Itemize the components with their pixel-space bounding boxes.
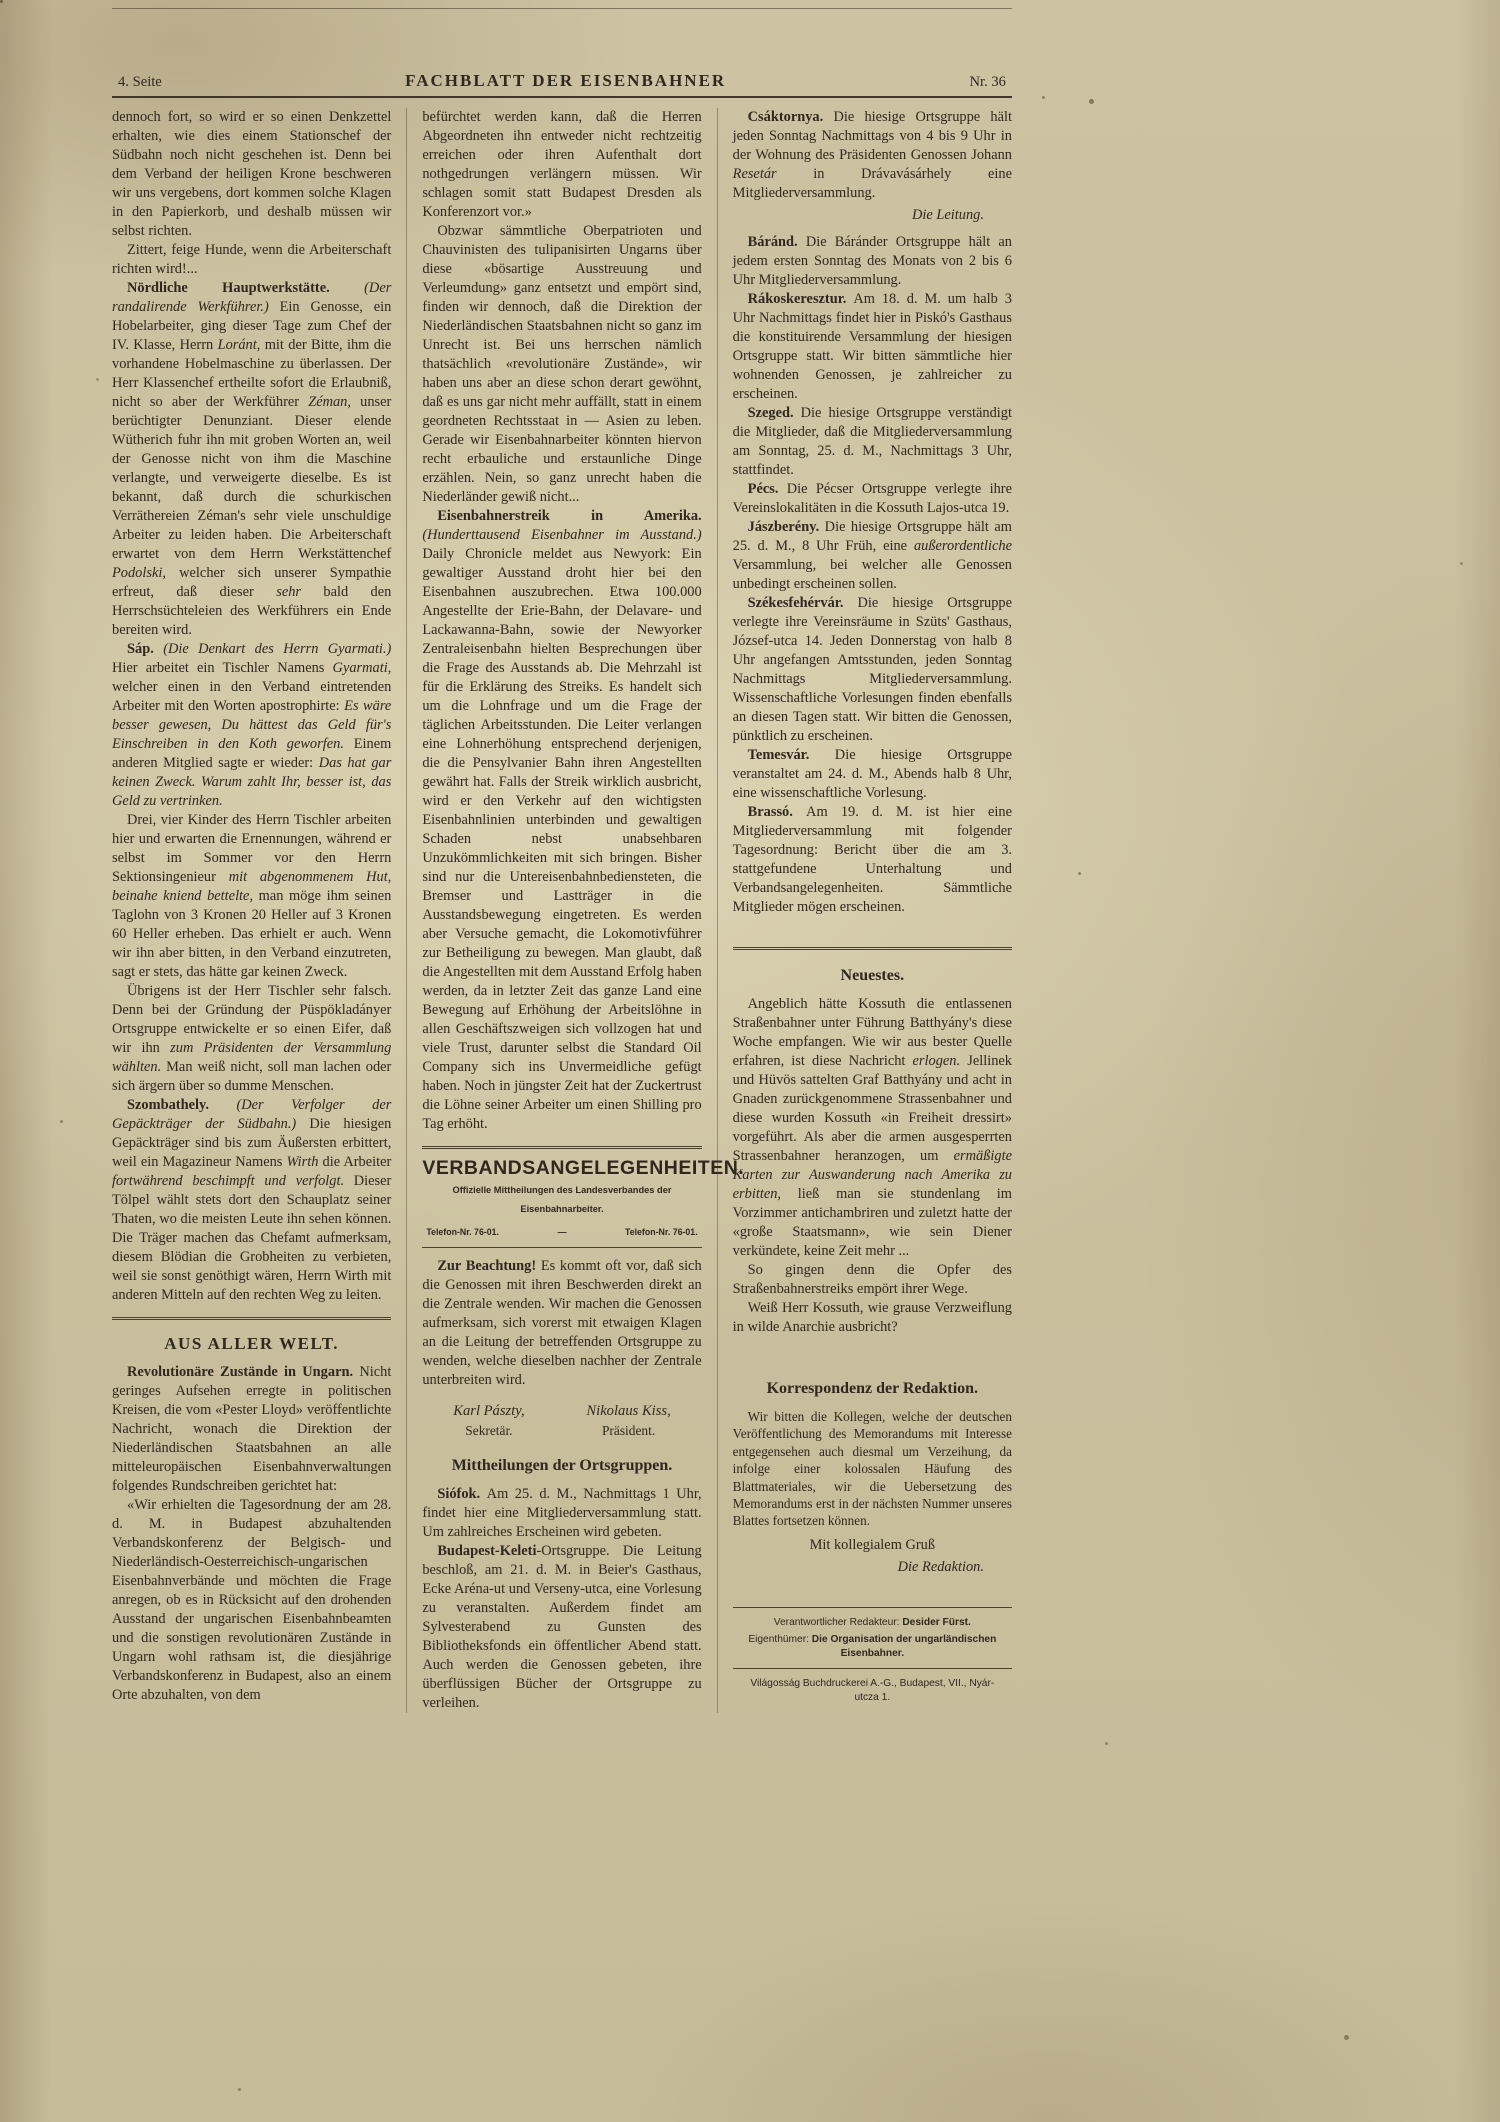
article-eisenbahnerstreik-amerika	[422, 507, 701, 1134]
text-run: Die hiesigen Gepäckträger sind bis zum Äußersten erbittert, weil ein Magazineur Namens	[112, 1116, 392, 1170]
text-run: Daily Chronicle meldet aus Newyork: Ein gewaltiger Ausstand droht hier bei den Eisenbahnen auszubrechen. Etwa 100.000 Angestellte der Erie-Bahn, der Delavare- und Lackawanna-Bahn, sowie der Newyorker Zentraleisenbahn hielten Besprechungen über die Frage des Ausstands ab. Die Mehrzahl ist für die Erklärung des Streiks. Es handelt sich um die Lohnfrage und um die Frage der täglichen Arbeitsstunden. Die Leiter verlangen eine Lohnerhöhung entsprechend derjenigen, die die Pensylvanier Bahn ihren Angestellten gewährt hat. Falls der Streik wirklich ausbricht, wird er den Verkehr auf den wichtigsten Eisenbahnlinien unterbinden und gewaltigen Schaden nebst unabsehbaren Unzukömmlichkeiten mit sich bringen. Bisher sind nur die Untereisenbahnbediensteten, die Bremser und Lastträger in die Ausstandsbewegung eingetreten. Es werden aber Versuche gemacht, die Lokomotivführer zur Betheiligung zu bewegen. Man glaubt, daß die Angestellten mit dem Ausstand Erfolg haben werden, da in letzter Zeit das ganze Land eine Bewegung auf Erhöhung der Arbeitslöhne in allen Geschäftszweigen sich vollzogen hat und viele Trust, darunter selbst die Standard Oil Company sich ins Unvermeidliche gefügt haben. Noch in jüngster Zeit hat der Zuckertrust die Löhne seiner Arbeiter um einen Shilling pro Tag erhöht.	[422, 546, 702, 1132]
section-title-mittheilungen-ortsgruppen: Mittheilungen der Ortsgruppen.	[451, 1457, 673, 1474]
italic-run: Gyarmati	[332, 660, 388, 676]
bold-run: Szeged.	[747, 405, 801, 421]
article-paragraph	[733, 1261, 1012, 1299]
signature-die-redaktion: Die Redaktion.	[897, 1558, 984, 1575]
telephone-number: Telefon-Nr. 76-01.	[426, 1227, 500, 1237]
bold-run: Sáp.	[127, 641, 164, 657]
ink-specks	[0, 0, 3, 3]
section-title-verbandsangelegenheiten: VERBANDSANGELEGENHEITEN.	[422, 1157, 745, 1179]
text-run: Man weiß nicht, soll man lachen oder sich ärgern über so dumme Menschen.	[112, 1059, 392, 1094]
article-paragraph	[422, 108, 701, 222]
bold-run: Desider Fürst.	[902, 1616, 971, 1628]
top-rule	[112, 8, 1012, 9]
notice-jaszbereny	[733, 518, 1012, 594]
text-run: Dieser Tölpel wählt stets dort den Schauplatz seiner Thaten, wo die meisten Leute ihn sehen können. Die Träger machen das Chefamt aufmerksam, diesem Blödian die Grobheiten zu verbieten, weil sie sonst genöthigt wären, Herrn Wirth mit anderen Mitteln auf den rechten Weg zu leiten.	[112, 1173, 392, 1303]
section-subtitle: Offizielle Mittheilungen des Landesverbandes der Eisenbahnarbeiter.	[452, 1185, 672, 1214]
editorial-note	[733, 1408, 1012, 1530]
notice-zur-beachtung	[422, 1257, 701, 1390]
italic-run: Resetár	[732, 166, 777, 182]
signature-role: Präsident.	[601, 1423, 656, 1438]
footer-divider	[733, 1668, 1012, 1669]
bold-run: Brassó.	[747, 804, 807, 820]
closing-greeting: Mit kollegialem Gruß	[809, 1536, 936, 1553]
text-run: «Wir erhielten die Tagesordnung der am 28. d. M. in Budapest abzuhaltenden Verbandskonferenz der Belgisch- und Niederländisch-Oesterreichisch-ungarischen Eisenbahnverbände und möchten die Frage anregen, ob es in Rücksicht auf den drohenden Ausstand der ungarischen Eisenbahnbeamten und die sonstigen revolutionären Zustände in Ungarn wohl rathsam ist, die diesjährige Verbandskonferenz in Budapest, also an einem Orte abzuhalten, von dem	[112, 1497, 392, 1703]
text-run: Drei, vier Kinder des Herrn Tischler arbeiten hier und erwarten die Ernennungen, während er selbst im Sommer vor den Herrn Sektionsingenieur	[112, 812, 392, 885]
notice-brasso	[733, 803, 1012, 917]
section-title-neuestes: Neuestes.	[840, 967, 905, 984]
text-run: Weiß Herr Kossuth, wie grause Verzweiflung in wilde Anarchie ausbricht?	[732, 1300, 1012, 1335]
notice-temesvar	[733, 746, 1012, 803]
text-run: Nicht geringes Aufsehen erregte in politischen Kreisen, die vom «Pester Lloyd» veröffentlichte Nachricht, wonach die Direktion der Niederländischen Staatsbahnen an alle mitteleuropäischen Eisenbahnverwaltungen folgendes Rundschreiben gerichtet hat:	[112, 1364, 392, 1494]
text-run: Eigenthümer:	[748, 1634, 812, 1646]
text-run: -Ortsgruppe. Die Leitung beschloß, am 21. d. M. in Beier's Gasthaus, Ecke Aréna-ut und Verseny-utca, eine Vorlesung zu veranstalten. Außerdem findet am Sylvesterabend zu Gunsten des Bibliotheksfonds ein öffentlicher Abend statt. Auch werden die Genossen gebeten, ihre überflüssigen Bücher der Ortsgruppe zu verleihen.	[422, 1543, 702, 1711]
text-run: dennoch fort, so wird er so einen Denkzettel erhalten, wie dies einem Stationschef der Südbahn noch nicht geschehen ist. Denn bei dem Verband der heiligen Krone beschweren wir uns vergebens, dort kommen solche Klagen in den Papierkorb, und deshalb müssen wir selbst richten.	[112, 109, 392, 239]
bold-run: Jászberény.	[747, 519, 825, 535]
article-paragraph	[112, 1496, 391, 1705]
text-run: Am 18. d. M. um halb 3 Uhr Nachmittags findet hier in Piskó's Gasthaus die konstituirende Versammlung der hiesigen Ortsgruppe statt. Wir bitten sämmtliche hier wohnenden Genossen, je zahlreicher zu erscheinen.	[732, 291, 1012, 402]
text-run: befürchtet werden kann, daß die Herren Abgeordneten ihn entweder nicht rechtzeitig erreichen oder ihren Aufenthalt dort nothgedrungen verlängern müssen. Wir schlagen somit statt Budapest Dresden als Konferenzort vor.»	[422, 109, 702, 220]
text-run: So gingen denn die Opfer des Straßenbahnerstreiks empört ihrer Wege.	[732, 1262, 1012, 1297]
bold-run: Nördliche Hauptwerkstätte.	[127, 280, 365, 296]
bold-run: Die Organisation der ungarländischen Eisenbahner.	[811, 1634, 997, 1659]
printed-area	[112, 8, 1012, 1713]
bold-run: Temesvár.	[747, 747, 835, 763]
page-number: 4. Seite	[118, 74, 162, 90]
footer-divider	[733, 1607, 1012, 1608]
text-run: Die hiesige Ortsgruppe hält jeden Sonntag Nachmittags von 4 bis 9 Uhr in der Wohnung des Präsidenten Genossen Johann	[732, 109, 1012, 163]
article-paragraph	[112, 982, 391, 1096]
article-revolutionaere-zustaende	[112, 1363, 391, 1496]
signature-president	[586, 1402, 670, 1440]
text-run: Die hiesige Ortsgruppe hält am 25. d. M., 8 Uhr Früh, eine	[732, 519, 1012, 554]
section-title-aus-aller-welt: AUS ALLER WELT.	[164, 1334, 340, 1353]
bold-run: Szombathely.	[127, 1097, 237, 1113]
text-run: Die Báránder Ortsgruppe hält an jedem ersten Sonntag des Monats von 2 bis 6 Uhr Mitgliederversammlung.	[732, 234, 1012, 288]
masthead-title: FACHBLATT DER EISENBAHNER	[405, 71, 727, 90]
italic-run: (Hunderttausend Eisenbahner im Ausstand.)	[422, 527, 702, 543]
text-run: , ließ man sie stundenlang im Vorzimmer antichambriren und zuletzt hatte der «große Staatsmann», wie sein Diener verkündete, keine Zeit mehr ...	[732, 1186, 1012, 1259]
text-run: Einem anderen Mitglied sagte er wieder:	[112, 736, 392, 771]
imprint-editor	[743, 1616, 1002, 1630]
italic-run: (Der randalirende Werkführer.)	[112, 280, 392, 315]
text-run: Világosság Buchdruckerei A.-G., Budapest, VII., Nyár-utcza 1.	[750, 1678, 995, 1703]
telephone-number: Telefon-Nr. 76-01.	[624, 1227, 698, 1237]
italic-run: mit abgenommenem Hut, beinahe kniend bettelte,	[112, 869, 392, 904]
page-header	[112, 71, 1012, 98]
section-title-korrespondenz: Korrespondenz der Redaktion.	[766, 1380, 979, 1397]
italic-run: sehr	[276, 584, 302, 600]
imprint-owner	[743, 1633, 1002, 1660]
spacer	[733, 917, 1012, 935]
imprint-printer	[743, 1677, 1002, 1704]
text-run: Zittert, feige Hunde, wenn die Arbeiterschaft richten wird!...	[112, 242, 392, 277]
signature-name: Nikolaus Kiss,	[586, 1403, 671, 1419]
text-run: die Arbeiter	[318, 1154, 392, 1170]
notice-pecs	[733, 480, 1012, 518]
section-divider	[422, 1146, 701, 1149]
issue-number: Nr. 36	[969, 74, 1006, 90]
notice-siofok	[422, 1485, 701, 1542]
italic-run: (Die Denkart des Herrn Gyarmati.)	[163, 641, 392, 657]
article-szombathely	[112, 1096, 391, 1305]
italic-run: Zéman	[308, 394, 348, 410]
spacer	[733, 1337, 1012, 1363]
section-divider	[112, 1317, 391, 1320]
text-run: man möge ihm seinen Taglohn von 3 Kronen 20 Heller auf 3 Kronen 60 Heller erheben. Das erhielt er auch. Wenn wir ihn aber bitten, in den Verband einzutreten, sagt er stets, das hätte gar keinen Zweck.	[112, 888, 392, 980]
notice-rakoskeresztur	[733, 290, 1012, 404]
bold-run: Székesfehérvár.	[747, 595, 858, 611]
text-run: Verantwortlicher Redakteur:	[773, 1616, 903, 1628]
bold-run: Eisenbahnerstreik in Amerika.	[437, 508, 702, 524]
text-run: Jellinek und Hüvös sattelten Graf Batthyány und acht in Gnaden zurückgenommene Strassenbahner und diese wurden Kossuth «in Freiheit dressirt» vorgeführt. Als aber die armen ausgesperrten Strassenbahner heranzogen, um	[732, 1053, 1012, 1164]
newspaper-column-3	[717, 108, 1012, 1713]
bold-run: Zur Beachtung!	[437, 1258, 541, 1274]
text-run: Ein Genosse, ein Hobelarbeiter, ging dieser Tage zum Chef der IV. Klasse, Herrn	[112, 299, 392, 353]
italic-run: Es wäre besser gewesen, Du hättest das Geld für's Einschreiben in den Koth geworfen.	[112, 698, 392, 752]
notice-barand	[733, 233, 1012, 290]
text-run: Wir bitten die Kollegen, welche der deutschen Veröffentlichung des Memorandums mit Interesse entgegensehen auch diesmal um Verzeihung, da infolge einer kolossalen Häufung des Blattmateriales, wir die Uebersetzung des Memorandums erst in der nächsten Nummer unseres Blattes fortsetzen können.	[732, 1409, 1012, 1529]
text-run: , welcher sich unserer Sympathie erfreut, daß dieser	[112, 565, 392, 600]
article-paragraph	[422, 222, 701, 507]
bold-run: Siófok.	[437, 1486, 487, 1502]
signature-secretary	[453, 1402, 524, 1440]
text-run: Versammlung, bei welcher alle Genossen unbedingt erscheinen sollen.	[732, 557, 1012, 592]
italic-run: Das hat gar keinen Zweck. Warum zahlt Ihr, besser ist, das Geld zu vertrinken.	[112, 755, 392, 809]
article-paragraph	[112, 241, 391, 279]
signature-name: Karl Pászty,	[453, 1403, 525, 1419]
italic-run: ermäßigte Karten zur Auswanderung nach Amerika zu erbitten	[732, 1148, 1012, 1202]
signature-role: Sekretär.	[465, 1423, 513, 1438]
text-run: Die hiesige Ortsgruppe verständigt die Mitglieder, daß die Mitgliederversammlung am Sonntag, 25. d. M., Nachmittags 3 Uhr, stattfindet.	[732, 405, 1012, 478]
text-run: Angeblich hätte Kossuth die entlassenen Straßenbahner unter Führung Batthyány's diese Woche empfangen. Wie wir aus bester Quelle erfahren, ist diese Nachricht	[732, 996, 1012, 1069]
text-run: bald den Herrschsüchteleien des Werkführers ein Ende bereiten wird.	[112, 584, 392, 638]
bold-run: Rákoskeresztur.	[747, 291, 854, 307]
text-run: Übrigens ist der Herr Tischler sehr falsch. Denn bei der Gründung der Püspökladányer Ortsgruppe entwickelte er so einen Eifer, daß wir ihn	[112, 983, 392, 1056]
italic-run: fortwährend beschimpft und verfolgt.	[112, 1173, 345, 1189]
bold-run: Csáktornya.	[747, 109, 834, 125]
article-sap	[112, 640, 391, 811]
text-run: Obzwar sämmtliche Oberpatrioten und Chauvinisten des tulipanisirten Ungarns über diese «bösartige Ausstreuung und Verleumdung» ganz entsetzt und empört sind, finden wir dennoch, daß die Direktion der Niederländischen Staatsbahnen nicht so ganz im Unrecht ist. Bei uns herrschen nämlich thatsächlich «revolutionäre Zustände», wir haben uns aber an diese schon derart gewöhnt, daß es uns gar nicht mehr auffällt, statt in einem geordneten Rechtsstaat in — Asien zu leben. Gerade wir Eisenbahnarbeiter könnten hiervon recht erbauliche und erstaunliche Dinge erzählen. Nein, so ganz unrecht haben die Niederländer gewiß nicht...	[422, 223, 702, 505]
text-run: Am 19. d. M. ist hier eine Mitgliederversammlung mit folgender Tagesordnung: Bericht über die am 3. stattgefundene Unterhaltung und Verbandsangelegenheiten. Sämmtliche Mitglieder mögen erscheinen.	[732, 804, 1012, 915]
text-run: Die Pécser Ortsgruppe verlegte ihre Vereinslokalitäten in die Kossuth Lajos-utca 19.	[732, 481, 1012, 516]
newspaper-column-1	[112, 108, 391, 1713]
text-run: , unser berüchtigter Denunziant. Dieser elende Wütherich fuhr ihn mit groben Worten an, weil der Genosse nicht von ihm die Maschine verlangte, und verweigerte dieselbe. Es ist bekannt, daß durch die schurkischen Verräthereien Zéman's sehr viele unschuldige Arbeiter zu leiden haben. Die Arbeiterschaft erwartet von dem Herrn Werkstättenchef	[112, 394, 392, 562]
italic-run: Loránt	[217, 337, 257, 353]
text-run: Die hiesige Ortsgruppe veranstaltet am 24. d. M., Abends halb 8 Uhr, eine wissenschaftliche Vorlesung.	[732, 747, 1012, 801]
italic-run: Podolski	[112, 565, 163, 581]
text-run: Die hiesige Ortsgruppe verlegte ihre Vereinsräume in Szüts' Gasthaus, József-utca 14. Jeden Donnerstag von halb 8 Uhr angefangen Amtsstunden, jeden Sonntag Nachmittags Mitgliederversammlung. Wissenschaftliche Vorlesungen finden ebenfalls an diesen Tagen statt. Wir bitten die Genossen, pünktlich zu erscheinen.	[732, 595, 1012, 744]
section-divider	[733, 947, 1012, 950]
italic-run: Wirth	[286, 1154, 319, 1170]
text-run: Es kommt oft vor, daß sich die Genossen mit ihren Beschwerden direkt an die Zentrale wenden. Wir machen die Genossen aufmerksam, sich vorerst mit etwaigen Klagen an die Leitung der betreffenden Ortsgruppe zu wenden, welche dieselben nachher der Zentrale unterbreiten wird.	[422, 1258, 702, 1388]
notice-szekesfehervar	[733, 594, 1012, 746]
text-run: Hier arbeitet ein Tischler Namens	[112, 660, 333, 676]
article-neuestes	[733, 995, 1012, 1261]
bold-run: Pécs.	[747, 481, 787, 497]
notice-szeged	[733, 404, 1012, 480]
text-run: , mit der Bitte, ihm die vorhandene Hobelmaschine zu überlassen. Der Herr Klassenchef ertheilte sofort die Erlaubniß, nicht so aber der Werkführer	[112, 337, 392, 410]
article-paragraph	[733, 1299, 1012, 1337]
notice-budapest-keleti	[422, 1542, 701, 1713]
text-run: in Drávavásárhely eine Mitgliederversammlung.	[732, 166, 1012, 201]
signature-die-leitung: Die Leitung.	[912, 207, 984, 223]
text-run: Am 25. d. M., Nachmittags 1 Uhr, findet hier eine Mitgliederversammlung statt. Um zahlreiches Erscheinen wird gebeten.	[422, 1486, 702, 1540]
signature-block	[422, 1402, 701, 1440]
telephone-row	[422, 1223, 701, 1248]
telephone-separator: —	[557, 1227, 567, 1237]
bold-run: Revolutionäre Zustände in Ungarn.	[127, 1364, 360, 1380]
article-paragraph	[112, 811, 391, 982]
italic-run: zum Präsidenten der Versammlung wählten.	[112, 1040, 392, 1075]
bold-run: Báránd.	[747, 234, 806, 250]
italic-run: außerordentliche	[913, 538, 1012, 554]
text-run: , welcher einen in den Verband eintretenden Arbeiter mit den Worten apostrophirte:	[112, 660, 392, 714]
article-noerdliche-hauptwerkstaette	[112, 279, 391, 640]
spacer	[733, 1585, 1012, 1599]
columns-container	[112, 108, 1012, 1713]
article-paragraph	[112, 108, 391, 241]
bold-run: Budapest-Keleti	[437, 1543, 537, 1559]
italic-run: (Der Verfolger der Gepäckträger der Südbahn.)	[112, 1097, 392, 1132]
newspaper-column-2	[406, 108, 745, 1713]
notice-csaktornya	[733, 108, 1012, 203]
italic-run: erlogen.	[912, 1053, 961, 1069]
